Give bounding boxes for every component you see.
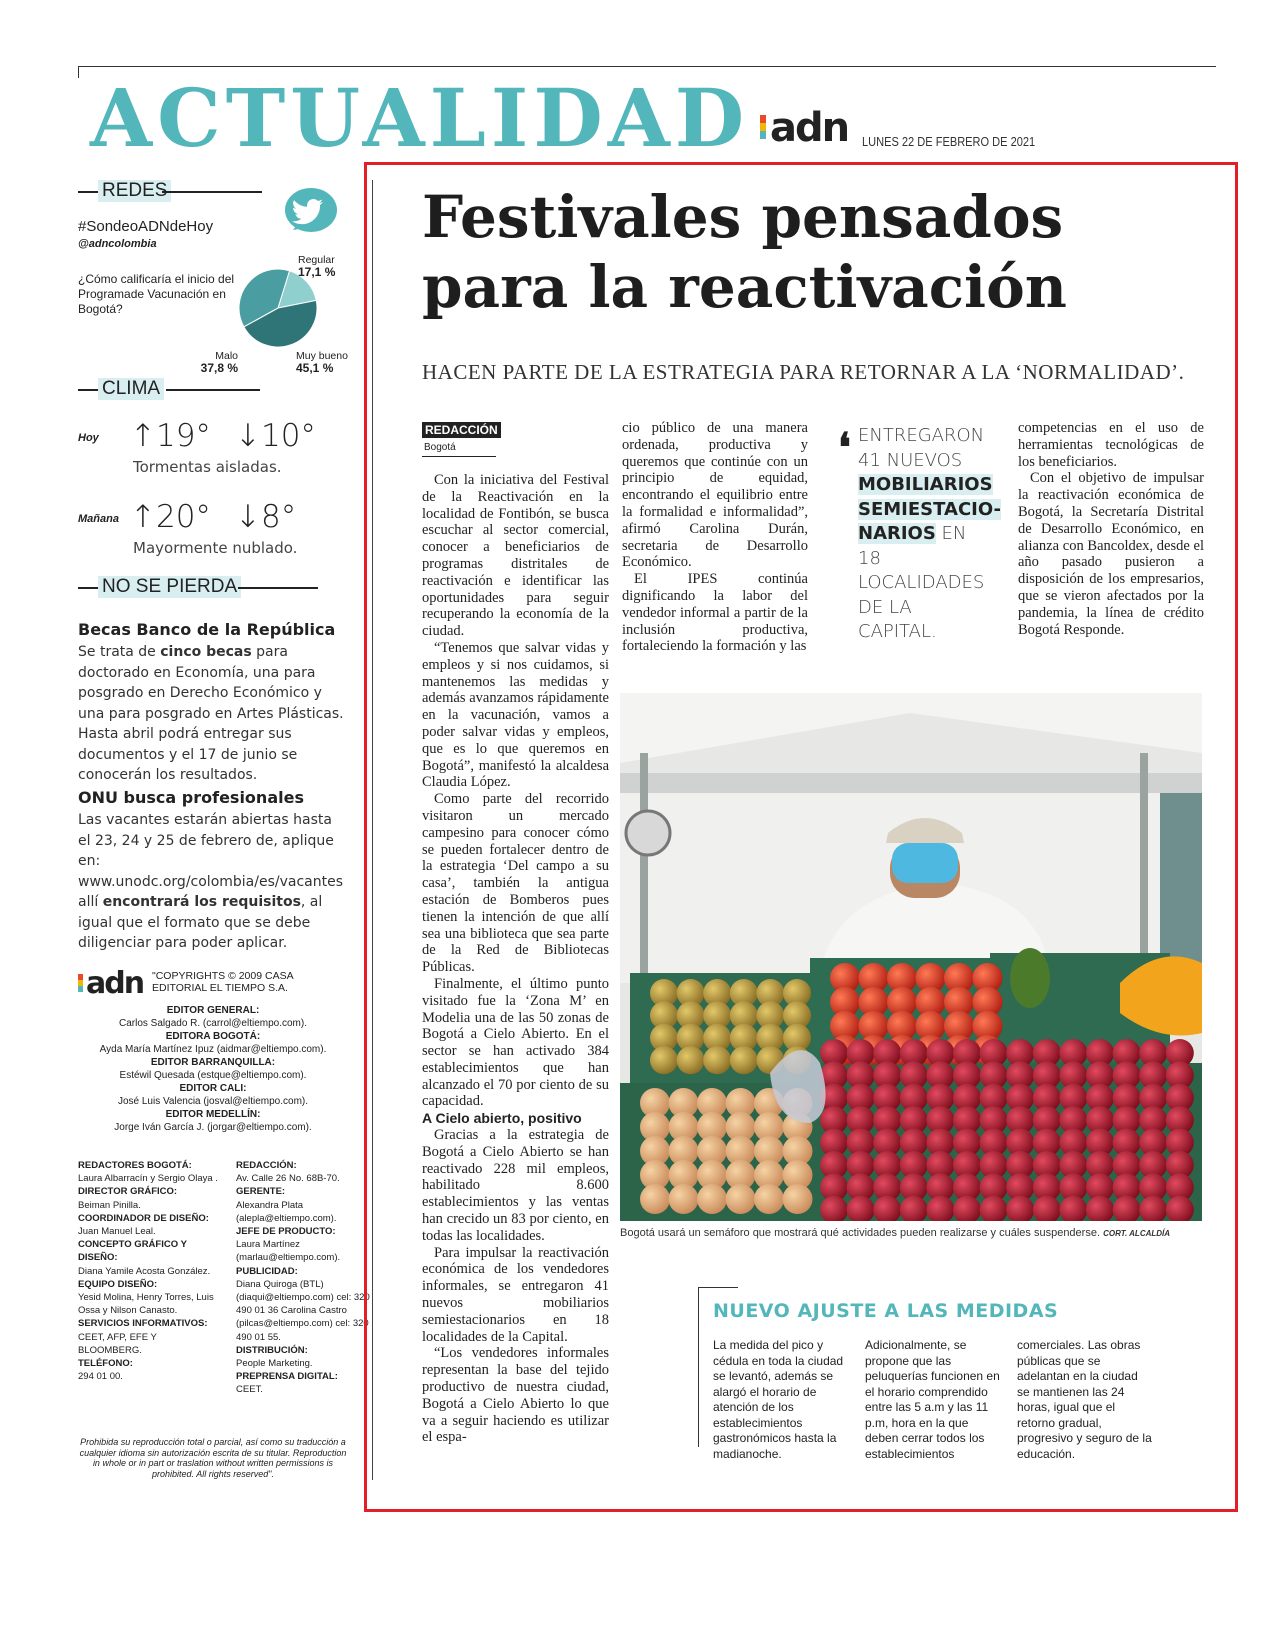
twitter-bird-icon — [283, 186, 339, 236]
credits-left — [78, 1159, 218, 1383]
box-title: NUEVO AJUSTE A LAS MEDIDAS — [713, 1300, 1059, 1322]
credit-name: 294 01 00. — [78, 1371, 123, 1383]
survey-hashtag: #SondeoADNdeHoy — [78, 218, 214, 235]
editor-name: Carlos Salgado R. (carrol@eltiempo.com). — [119, 1018, 307, 1029]
credit-name: CEET. — [236, 1384, 263, 1396]
box-rule — [698, 1287, 699, 1447]
byline: REDACCIÓN — [422, 422, 501, 438]
adn-logo-small: adn — [78, 966, 143, 1001]
editors-list — [78, 1004, 348, 1134]
credits-right — [236, 1159, 376, 1397]
top-rule — [78, 66, 1216, 67]
credit-role: SERVICIOS INFORMATIVOS: — [78, 1318, 208, 1330]
credit-role: GERENTE: — [236, 1186, 286, 1198]
logo-dots-icon — [78, 974, 83, 992]
editor-role: EDITOR GENERAL: — [166, 1005, 260, 1016]
credit-role: REDACCIÓN: — [236, 1160, 297, 1171]
photo-caption: Bogotá usará un semáforo que mostrará qué actividades pueden realizarse y cuáles suspenderse. CORT. ALCALDÍA — [620, 1227, 1171, 1239]
survey-question: ¿Cómo calificaría el inicio del Programade Vacunación en Bogotá? — [78, 272, 235, 316]
paragraph: Como parte del recorrido visitaron un mercado campesino para conocer cómo se pueden fortalecer dentro de la estrategia ‘Del campo a su casa’, también la antigua estación de Bomberos pues tienen la intención de que allí sea una biblioteca que sea parte de la Red de Bibliotecas Públicas. — [422, 791, 609, 976]
editor-name: Ayda María Martínez Ipuz (aidmar@eltiempo.com). — [99, 1044, 327, 1055]
editor-name: Jorge Iván García J. (jorgar@eltiempo.com). — [114, 1122, 312, 1133]
paragraph: Gracias a la estrategia de Bogotá a Cielo Abierto se han reactivado 228 mil empleos, habilitado 8.600 establecimientos y las ventas han crecido un 83 por ciento, en todas las localidades. — [422, 1127, 609, 1244]
editor-role: EDITOR BARRANQUILLA: — [150, 1057, 276, 1068]
box-column: La medida del pico y cédula en toda la ciudad se levantó, además se alargó el horario de atención de los establecimientos gastronómicos hasta la madianoche. — [713, 1338, 844, 1461]
editor-name: Estéwil Quesada (estque@eltiempo.com). — [119, 1070, 307, 1081]
credit-role: PREPRENSA DIGITAL: — [236, 1371, 338, 1383]
copyright: "COPYRIGHTS © 2009 CASA EDITORIAL EL TIEMPO S.A. — [152, 970, 294, 994]
credit-name: Juan Manuel Leal. — [78, 1226, 156, 1238]
paragraph: Con la iniciativa del Festival de la Reactivación en la localidad de Fontibón, se busca escuchar al sector comercial, conocer a beneficiarios de programas distritales de reactivación e identificar las oportunidades para seguir recuperando la economía de la ciudad. — [422, 472, 609, 640]
clima-day-label: Mañana — [78, 513, 119, 525]
news-item-title: ONU busca profesionales — [78, 788, 304, 807]
byline-city: Bogotá — [424, 442, 456, 453]
clima-high: ↑20° — [130, 499, 211, 535]
credit-role: PUBLICIDAD: — [236, 1265, 298, 1277]
credit-role: CONCEPTO GRÁFICO Y DISEÑO: — [78, 1239, 187, 1264]
survey-handle: @adncolombia — [78, 238, 157, 250]
no-se-pierda-heading: NO SE PIERDA — [78, 576, 348, 598]
quote-mark-icon: ❛ — [838, 424, 851, 471]
box-rule — [698, 1287, 738, 1288]
article-headline: Festivales pensados para la reactivación — [422, 183, 1067, 321]
top-rule-tick — [78, 66, 79, 78]
clima-day-label: Hoy — [78, 432, 99, 444]
credit-name: Laura Albarracín y Sergio Olaya . — [78, 1173, 218, 1185]
credit-role: TELÉFONO: — [78, 1358, 133, 1370]
credit-name: Diana Quiroga (BTL) (diaqui@eltiempo.com) cel: 320 490 01 36 Carolina Castro (pilcas@eltiempo.com) cel: 320 490 01 55. — [236, 1278, 370, 1343]
paragraph: “Tenemos que salvar vidas y empleos y si nos cuidamos, si mantenemos las medidas y además avanzamos rápidamente en la vacunación, vamos a poder salvar vidas y empleos, que es lo que queremos en Bogotá”, manifestó la alcaldesa Claudia López. — [422, 639, 609, 791]
credit-name: Alexandra Plata (alepla@eltiempo.com). — [236, 1199, 337, 1224]
clima-heading: CLIMA — [78, 378, 348, 400]
news-item-title: Becas Banco de la República — [78, 620, 336, 639]
paragraph: competencias en el uso de herramientas tecnológicas de los beneficiarios. — [1018, 420, 1204, 470]
issue-date: LUNES 22 DE FEBRERO DE 2021 — [862, 134, 1036, 149]
article-column-1 — [422, 472, 609, 1446]
paragraph: Para impulsar la reactivación económica de los vendedores informales, se entregaron 41 nuevos mobiliarios semiestacionarios en 18 localidades de la Capital. — [422, 1244, 609, 1345]
credit-role: DISTRIBUCIÓN: — [236, 1344, 308, 1356]
article-column-4 — [1018, 420, 1204, 638]
credit-role: JEFE DE PRODUCTO: — [236, 1226, 336, 1238]
column-rule — [372, 180, 373, 1480]
editor-role: EDITOR CALI: — [179, 1083, 247, 1094]
adn-logo: adn — [760, 108, 848, 148]
article-photo — [620, 693, 1202, 1221]
credit-name: Diana Yamile Acosta González. — [78, 1265, 211, 1277]
poll-label-malo: Malo 37,8 % — [200, 350, 238, 375]
clima-desc: Tormentas aisladas. — [133, 458, 282, 476]
logo-dots-icon — [760, 115, 766, 139]
credit-role: EQUIPO DISEÑO: — [78, 1278, 158, 1290]
credit-name: People Marketing. — [236, 1358, 313, 1370]
section-title: ACTUALIDAD — [90, 71, 750, 165]
news-item-body: Las vacantes estarán abiertas hasta el 23, 24 y 25 de febrero de, aplique en: www.unodc.org/colombia/es/vacantes allí encontrará los requisitos, al igual que el formato que se debe diligenciar para poder aplicar. — [78, 812, 344, 951]
box-column: Adicionalmente, se propone que las peluquerías funcionen en el horario comprendido entre las 5 a.m y las 11 p.m, hora en la que deben cerrar todos los establecimientos — [865, 1338, 1000, 1461]
paragraph: cio público de una manera ordenada, productiva y queremos que continúe con un principio de equidad, encontrando el equilibrio entre la formalidad e informalidad”, afirmó Carolina Durán, secretaria de Desarrollo Económico. — [622, 420, 808, 571]
credit-name: Yesid Molina, Henry Torres, Luis Ossa y Nilson Canasto. — [78, 1292, 214, 1317]
legal-notice: Prohibida su reproducción total o parcial, así como su traducción a cualquier idioma sin autorización escrita de su titular. Reproduction in whole or in part or traslation without written permissions is prohibited. All rights reserved". — [79, 1437, 347, 1479]
article-column-2 — [622, 420, 808, 655]
paragraph: Finalmente, el último punto visitado fue la ‘Zona M’ en Modelia una de las 50 zonas de Bogotá a Cielo Abierto. En el sector se han activado 384 establecimientos que han alcanzado el 70 por ciento de su capacidad. — [422, 975, 609, 1110]
article-subhead: HACEN PARTE DE LA ESTRATEGIA PARA RETORNAR A LA ‘NORMALIDAD’. — [422, 360, 1185, 384]
poll-pie-chart — [238, 268, 318, 348]
editor-name: José Luis Valencia (josval@eltiempo.com). — [117, 1096, 309, 1107]
redes-heading: REDES — [78, 180, 348, 202]
credit-name: CEET, AFP, EFE Y BLOOMBERG. — [78, 1331, 157, 1356]
box-column: comerciales. Las obras públicas que se adelantan en la ciudad se mantienen las 24 horas, igual que el retorno gradual, progresivo y seguro de la educación. — [1017, 1338, 1152, 1461]
byline-rule — [422, 456, 496, 457]
editor-role: EDITOR MEDELLÍN: — [165, 1109, 261, 1120]
clima-high: ↑19° — [130, 418, 211, 454]
credit-role: REDACTORES BOGOTÁ: — [78, 1160, 192, 1171]
editor-role: EDITORA BOGOTÁ: — [165, 1031, 261, 1042]
paragraph: “Los vendedores informales representan la base del tejido productivo de nuestra ciudad, Bogotá a Cielo Abierto lo que va a seguir haciendo es utilizar el espa- — [422, 1345, 609, 1446]
credit-name: Laura Martínez (marlau@eltiempo.com). — [236, 1239, 341, 1264]
news-item-body: Se trata de cinco becas para doctorado en Economía, una para posgrado en Derecho Económico y una para posgrado en Artes Plásticas. Hasta abril podrá entregar sus documentos y el 17 de junio se conocerán los resultados. — [78, 644, 344, 783]
poll-label-regular: Regular 17,1 % — [298, 254, 336, 279]
column-subhead: A Cielo abierto, positivo — [422, 1110, 582, 1127]
credit-name: Av. Calle 26 No. 68B-70. — [236, 1173, 340, 1185]
clima-desc: Mayormente nublado. — [133, 539, 298, 557]
credit-name: Beiman Pinilla. — [78, 1199, 141, 1211]
credit-role: COORDINADOR DE DISEÑO: — [78, 1212, 209, 1224]
paragraph: El IPES continúa dignificando la labor del vendedor informal a partir de la inclusión productiva, fortaleciendo la formación y las — [622, 571, 808, 655]
clima-low: ↓8° — [235, 499, 297, 535]
poll-label-muy-bueno: Muy bueno 45,1 % — [296, 350, 348, 375]
paragraph: Con el objetivo de impulsar la reactivación económica de Bogotá, la Secretaría Distrital de Desarrollo Económico, en alianza con Bancoldex, desde el año pasado pusieron a disposición de los empresarios, que se vieron afectados por la pandemia, la línea de crédito Bogotá Responde. — [1018, 470, 1204, 638]
clima-low: ↓10° — [235, 418, 316, 454]
credit-role: DIRECTOR GRÁFICO: — [78, 1186, 178, 1198]
pull-quote: ENTREGARON 41 NUEVOS MOBILIARIOS SEMIESTACIO-NARIOS EN 18 LOCALIDADES DE LA CAPITAL. — [858, 425, 1001, 642]
